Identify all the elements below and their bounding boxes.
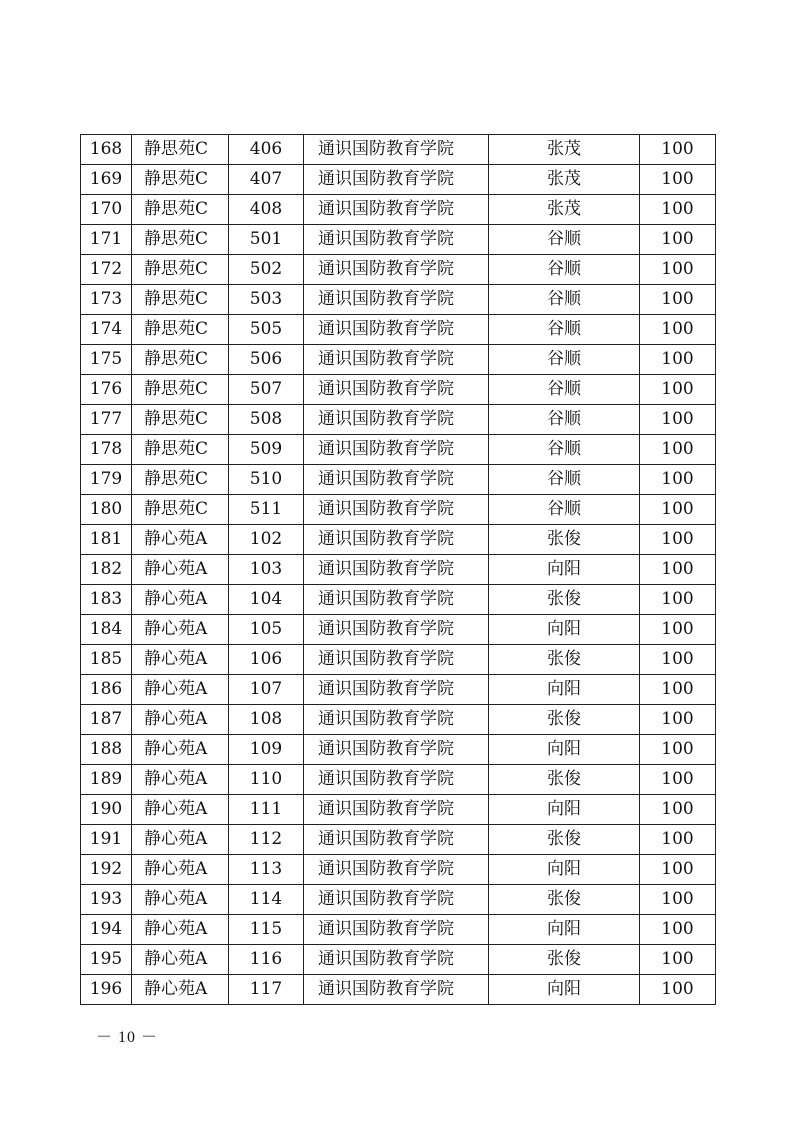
cell-score: 100 — [640, 375, 716, 405]
cell-number: 190 — [81, 795, 132, 825]
cell-person: 张俊 — [489, 945, 640, 975]
cell-score: 100 — [640, 525, 716, 555]
cell-score: 100 — [640, 285, 716, 315]
cell-person: 张俊 — [489, 645, 640, 675]
cell-number: 184 — [81, 615, 132, 645]
table-body — [81, 135, 716, 1005]
cell-person: 向阳 — [489, 855, 640, 885]
cell-person: 谷顺 — [489, 465, 640, 495]
cell-college: 通识国防教育学院 — [304, 705, 489, 735]
table-row — [81, 615, 716, 645]
cell-college: 通识国防教育学院 — [304, 315, 489, 345]
table-row — [81, 285, 716, 315]
cell-building: 静心苑A — [132, 585, 229, 615]
cell-room: 113 — [229, 855, 304, 885]
cell-person: 向阳 — [489, 675, 640, 705]
cell-college: 通识国防教育学院 — [304, 465, 489, 495]
table-row — [81, 735, 716, 765]
cell-building: 静思苑C — [132, 405, 229, 435]
table-row — [81, 225, 716, 255]
cell-score: 100 — [640, 405, 716, 435]
cell-room: 108 — [229, 705, 304, 735]
cell-score: 100 — [640, 345, 716, 375]
cell-college: 通识国防教育学院 — [304, 555, 489, 585]
cell-score: 100 — [640, 765, 716, 795]
cell-college: 通识国防教育学院 — [304, 135, 489, 165]
cell-college: 通识国防教育学院 — [304, 435, 489, 465]
table-row — [81, 375, 716, 405]
cell-number: 178 — [81, 435, 132, 465]
cell-college: 通识国防教育学院 — [304, 945, 489, 975]
cell-number: 169 — [81, 165, 132, 195]
cell-score: 100 — [640, 825, 716, 855]
cell-room: 106 — [229, 645, 304, 675]
cell-person: 谷顺 — [489, 285, 640, 315]
cell-college: 通识国防教育学院 — [304, 225, 489, 255]
cell-score: 100 — [640, 435, 716, 465]
cell-building: 静心苑A — [132, 735, 229, 765]
table-row — [81, 825, 716, 855]
cell-building: 静心苑A — [132, 525, 229, 555]
cell-building: 静心苑A — [132, 825, 229, 855]
cell-score: 100 — [640, 975, 716, 1005]
cell-score: 100 — [640, 795, 716, 825]
cell-number: 180 — [81, 495, 132, 525]
cell-room: 503 — [229, 285, 304, 315]
cell-room: 103 — [229, 555, 304, 585]
cell-person: 张茂 — [489, 135, 640, 165]
cell-building: 静思苑C — [132, 135, 229, 165]
cell-college: 通识国防教育学院 — [304, 825, 489, 855]
cell-building: 静思苑C — [132, 375, 229, 405]
cell-room: 408 — [229, 195, 304, 225]
cell-building: 静心苑A — [132, 555, 229, 585]
cell-room: 502 — [229, 255, 304, 285]
cell-person: 张俊 — [489, 585, 640, 615]
cell-room: 112 — [229, 825, 304, 855]
cell-person: 张茂 — [489, 195, 640, 225]
cell-building: 静心苑A — [132, 855, 229, 885]
table-row — [81, 555, 716, 585]
cell-number: 179 — [81, 465, 132, 495]
cell-building: 静心苑A — [132, 945, 229, 975]
cell-building: 静思苑C — [132, 495, 229, 525]
cell-number: 185 — [81, 645, 132, 675]
cell-number: 196 — [81, 975, 132, 1005]
cell-room: 105 — [229, 615, 304, 645]
cell-building: 静思苑C — [132, 255, 229, 285]
cell-number: 181 — [81, 525, 132, 555]
cell-building: 静心苑A — [132, 915, 229, 945]
page-number: － 10 － — [96, 1029, 159, 1046]
table-row — [81, 705, 716, 735]
cell-score: 100 — [640, 465, 716, 495]
cell-college: 通识国防教育学院 — [304, 795, 489, 825]
cell-person: 张俊 — [489, 525, 640, 555]
cell-number: 173 — [81, 285, 132, 315]
cell-score: 100 — [640, 555, 716, 585]
cell-building: 静心苑A — [132, 885, 229, 915]
cell-college: 通识国防教育学院 — [304, 765, 489, 795]
cell-score: 100 — [640, 885, 716, 915]
cell-person: 向阳 — [489, 615, 640, 645]
cell-room: 407 — [229, 165, 304, 195]
cell-number: 172 — [81, 255, 132, 285]
cell-room: 507 — [229, 375, 304, 405]
table-row — [81, 495, 716, 525]
table-row — [81, 405, 716, 435]
cell-person: 谷顺 — [489, 375, 640, 405]
cell-college: 通识国防教育学院 — [304, 165, 489, 195]
cell-person: 向阳 — [489, 555, 640, 585]
cell-score: 100 — [640, 165, 716, 195]
cell-person: 谷顺 — [489, 255, 640, 285]
cell-person: 谷顺 — [489, 345, 640, 375]
cell-college: 通识国防教育学院 — [304, 285, 489, 315]
cell-number: 174 — [81, 315, 132, 345]
cell-score: 100 — [640, 255, 716, 285]
cell-number: 187 — [81, 705, 132, 735]
cell-college: 通识国防教育学院 — [304, 645, 489, 675]
cell-room: 117 — [229, 975, 304, 1005]
cell-college: 通识国防教育学院 — [304, 855, 489, 885]
cell-number: 176 — [81, 375, 132, 405]
table-row — [81, 765, 716, 795]
cell-college: 通识国防教育学院 — [304, 585, 489, 615]
cell-room: 511 — [229, 495, 304, 525]
cell-number: 183 — [81, 585, 132, 615]
table-row — [81, 645, 716, 675]
cell-room: 501 — [229, 225, 304, 255]
cell-room: 406 — [229, 135, 304, 165]
table-row — [81, 255, 716, 285]
cell-number: 189 — [81, 765, 132, 795]
cell-score: 100 — [640, 225, 716, 255]
cell-number: 170 — [81, 195, 132, 225]
cell-college: 通识国防教育学院 — [304, 915, 489, 945]
cell-room: 114 — [229, 885, 304, 915]
cell-number: 186 — [81, 675, 132, 705]
table-row — [81, 525, 716, 555]
cell-room: 110 — [229, 765, 304, 795]
cell-building: 静心苑A — [132, 795, 229, 825]
cell-building: 静思苑C — [132, 195, 229, 225]
cell-building: 静思苑C — [132, 345, 229, 375]
cell-college: 通识国防教育学院 — [304, 615, 489, 645]
cell-score: 100 — [640, 675, 716, 705]
cell-person: 谷顺 — [489, 495, 640, 525]
table-row — [81, 315, 716, 345]
cell-score: 100 — [640, 915, 716, 945]
cell-number: 177 — [81, 405, 132, 435]
cell-person: 张茂 — [489, 165, 640, 195]
cell-score: 100 — [640, 855, 716, 885]
cell-room: 510 — [229, 465, 304, 495]
cell-person: 向阳 — [489, 735, 640, 765]
table-row — [81, 675, 716, 705]
cell-number: 193 — [81, 885, 132, 915]
cell-person: 向阳 — [489, 975, 640, 1005]
cell-room: 111 — [229, 795, 304, 825]
cell-room: 505 — [229, 315, 304, 345]
cell-building: 静心苑A — [132, 675, 229, 705]
cell-person: 谷顺 — [489, 405, 640, 435]
cell-college: 通识国防教育学院 — [304, 975, 489, 1005]
cell-number: 171 — [81, 225, 132, 255]
cell-building: 静心苑A — [132, 645, 229, 675]
cell-college: 通识国防教育学院 — [304, 255, 489, 285]
cell-person: 张俊 — [489, 885, 640, 915]
cell-score: 100 — [640, 585, 716, 615]
cell-college: 通识国防教育学院 — [304, 195, 489, 225]
cell-room: 508 — [229, 405, 304, 435]
dormitory-score-table — [80, 134, 716, 1005]
cell-score: 100 — [640, 195, 716, 225]
cell-room: 109 — [229, 735, 304, 765]
cell-number: 188 — [81, 735, 132, 765]
cell-building: 静心苑A — [132, 615, 229, 645]
cell-building: 静心苑A — [132, 705, 229, 735]
cell-college: 通识国防教育学院 — [304, 735, 489, 765]
table-row — [81, 465, 716, 495]
cell-person: 张俊 — [489, 705, 640, 735]
cell-number: 175 — [81, 345, 132, 375]
table-row — [81, 945, 716, 975]
table-row — [81, 165, 716, 195]
cell-building: 静思苑C — [132, 285, 229, 315]
cell-score: 100 — [640, 735, 716, 765]
cell-building: 静思苑C — [132, 435, 229, 465]
cell-score: 100 — [640, 645, 716, 675]
table-row — [81, 855, 716, 885]
cell-number: 182 — [81, 555, 132, 585]
cell-room: 115 — [229, 915, 304, 945]
cell-college: 通识国防教育学院 — [304, 405, 489, 435]
cell-score: 100 — [640, 945, 716, 975]
cell-number: 194 — [81, 915, 132, 945]
cell-building: 静思苑C — [132, 465, 229, 495]
cell-college: 通识国防教育学院 — [304, 345, 489, 375]
cell-room: 104 — [229, 585, 304, 615]
table-row — [81, 795, 716, 825]
cell-person: 张俊 — [489, 825, 640, 855]
cell-room: 107 — [229, 675, 304, 705]
cell-college: 通识国防教育学院 — [304, 525, 489, 555]
cell-room: 509 — [229, 435, 304, 465]
cell-score: 100 — [640, 615, 716, 645]
cell-college: 通识国防教育学院 — [304, 675, 489, 705]
cell-building: 静心苑A — [132, 765, 229, 795]
table-row — [81, 135, 716, 165]
cell-building: 静思苑C — [132, 165, 229, 195]
cell-number: 191 — [81, 825, 132, 855]
cell-person: 谷顺 — [489, 435, 640, 465]
cell-score: 100 — [640, 495, 716, 525]
cell-room: 506 — [229, 345, 304, 375]
cell-building: 静思苑C — [132, 315, 229, 345]
cell-score: 100 — [640, 315, 716, 345]
cell-college: 通识国防教育学院 — [304, 375, 489, 405]
cell-score: 100 — [640, 135, 716, 165]
cell-building: 静思苑C — [132, 225, 229, 255]
table-row — [81, 435, 716, 465]
table-row — [81, 195, 716, 225]
table-row — [81, 885, 716, 915]
cell-number: 168 — [81, 135, 132, 165]
cell-number: 192 — [81, 855, 132, 885]
table-row — [81, 915, 716, 945]
cell-person: 谷顺 — [489, 225, 640, 255]
cell-person: 向阳 — [489, 915, 640, 945]
table-row — [81, 345, 716, 375]
cell-person: 张俊 — [489, 765, 640, 795]
cell-person: 谷顺 — [489, 315, 640, 345]
table-row — [81, 585, 716, 615]
cell-room: 102 — [229, 525, 304, 555]
table-row — [81, 975, 716, 1005]
cell-score: 100 — [640, 705, 716, 735]
cell-building: 静心苑A — [132, 975, 229, 1005]
cell-college: 通识国防教育学院 — [304, 495, 489, 525]
cell-room: 116 — [229, 945, 304, 975]
cell-college: 通识国防教育学院 — [304, 885, 489, 915]
cell-person: 向阳 — [489, 795, 640, 825]
cell-number: 195 — [81, 945, 132, 975]
